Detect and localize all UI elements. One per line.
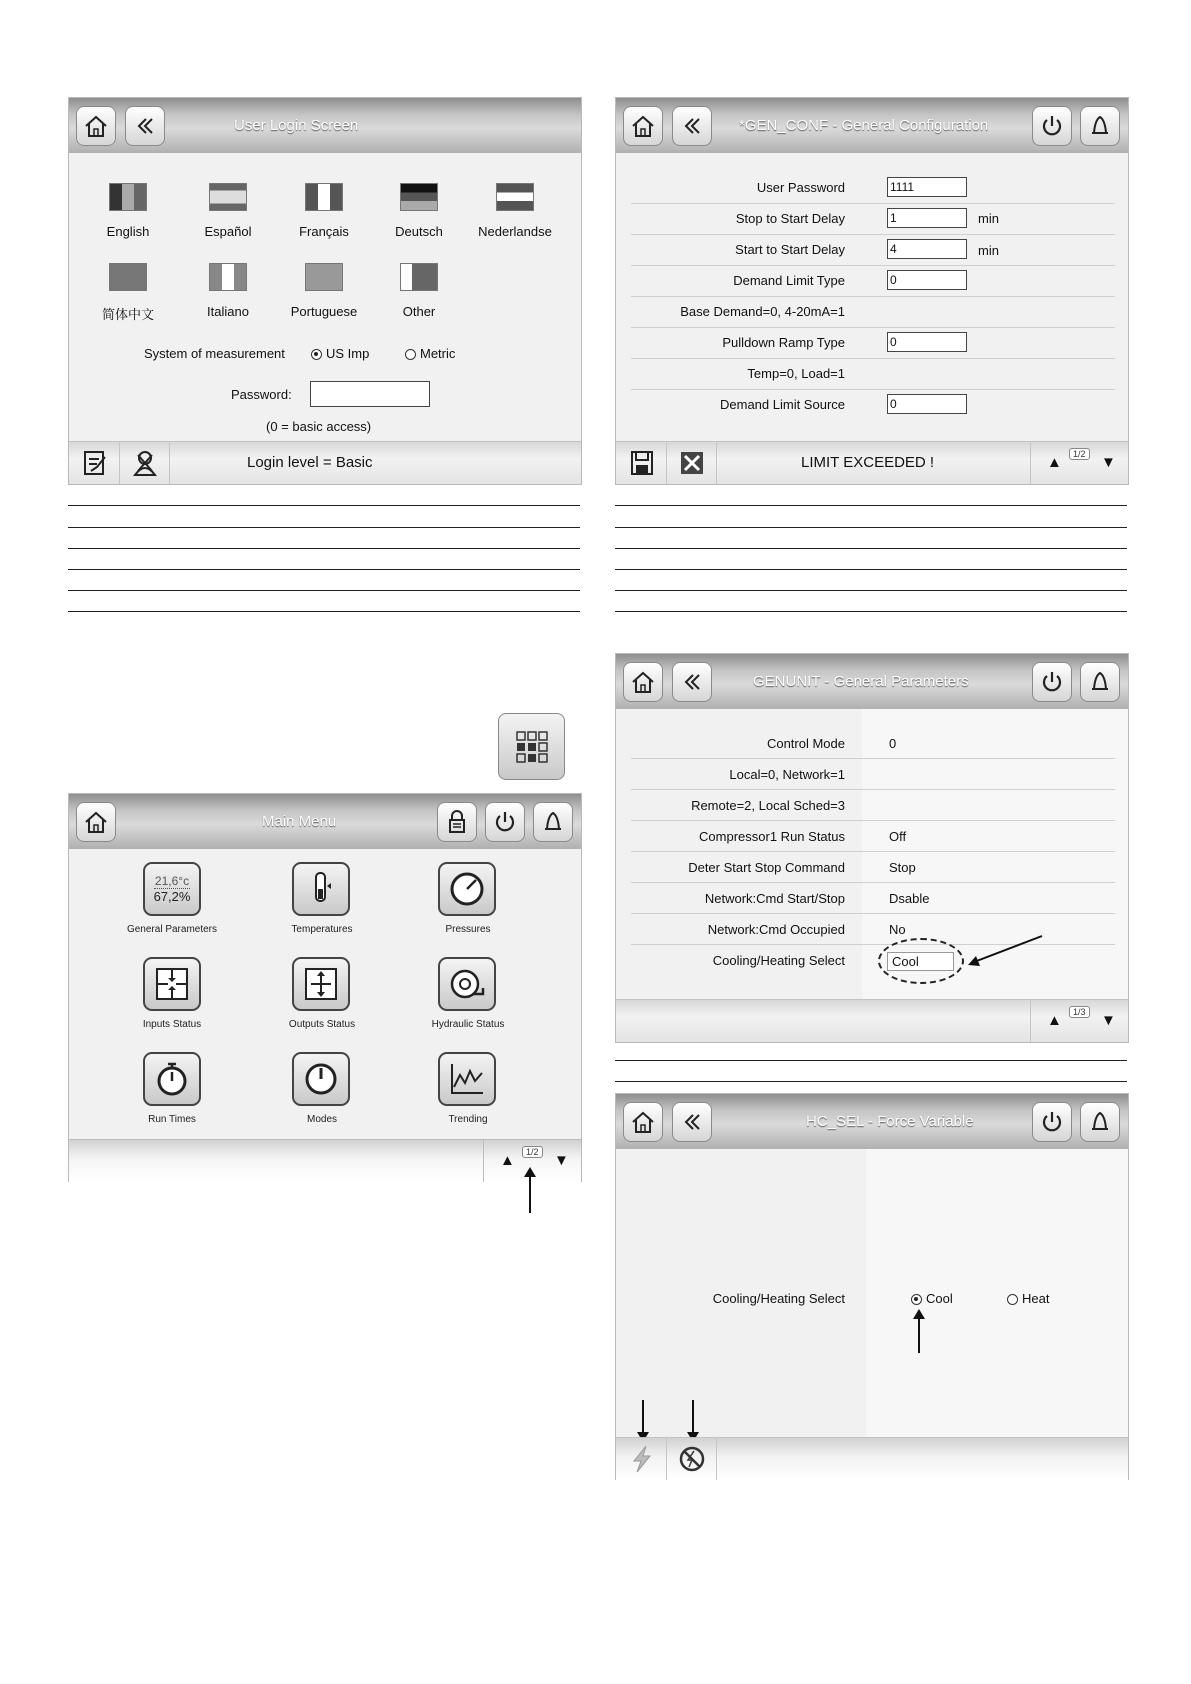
- general-parameters-label: General Parameters: [126, 924, 218, 935]
- save-button[interactable]: [618, 442, 667, 484]
- compressor1-run-status-value[interactable]: Off: [889, 829, 907, 844]
- cooling-heating-select-label: Cooling/Heating Select: [712, 953, 845, 968]
- trend-chart-icon: [447, 1059, 487, 1099]
- row-divider: [631, 265, 1115, 266]
- doc-rule: [615, 1081, 1127, 1082]
- doc-rule: [615, 590, 1127, 591]
- page-down-button[interactable]: ▼: [554, 1152, 569, 1169]
- cooling-heating-select-label: Cooling/Heating Select: [712, 1291, 845, 1306]
- title-bar: [616, 1094, 1128, 1149]
- bell-icon: [539, 808, 567, 836]
- flag-english-icon[interactable]: [109, 183, 147, 211]
- bell-icon: [1086, 1108, 1114, 1136]
- pager: [1030, 442, 1127, 484]
- temperatures-label: Temperatures: [291, 924, 353, 935]
- user-password-field[interactable]: 1111: [887, 177, 967, 197]
- doc-rule: [68, 527, 580, 528]
- hydraulic-status-button[interactable]: [438, 957, 496, 1011]
- language-nederlandse[interactable]: Nederlandse: [478, 224, 552, 239]
- radio-unselected-icon: [405, 349, 416, 360]
- flag-french-icon[interactable]: [305, 183, 343, 211]
- password-label: Password:: [231, 387, 292, 402]
- language-chinese[interactable]: 简体中文: [101, 307, 154, 322]
- modes-button[interactable]: [292, 1052, 350, 1106]
- row-divider: [631, 851, 1115, 852]
- cool-label: Cool: [926, 1291, 953, 1306]
- radio-unselected-icon: [1007, 1294, 1018, 1305]
- inputs-status-label: Inputs Status: [142, 1019, 202, 1030]
- doc-rule: [615, 569, 1127, 570]
- power-button[interactable]: [1032, 106, 1072, 146]
- alarm-button[interactable]: [1080, 662, 1120, 702]
- metric-option[interactable]: [405, 346, 455, 361]
- outputs-status-label: Outputs Status: [288, 1019, 356, 1030]
- title-bar: [616, 654, 1128, 709]
- page-number: 1/3: [1069, 1006, 1090, 1018]
- metric-label: Metric: [420, 346, 456, 361]
- back-icon: [678, 1108, 706, 1136]
- back-button[interactable]: [672, 106, 712, 146]
- run-times-label: Run Times: [148, 1114, 196, 1125]
- doc-rule: [615, 548, 1127, 549]
- modes-label: Modes: [306, 1114, 337, 1125]
- temperatures-button[interactable]: [292, 862, 350, 916]
- row-divider: [631, 327, 1115, 328]
- menu-grid-icon: [512, 727, 552, 767]
- demand-limit-source-label: Demand Limit Source: [720, 397, 845, 412]
- save-icon: [626, 447, 658, 479]
- home-button[interactable]: [623, 662, 663, 702]
- page-down-button[interactable]: ▼: [1101, 454, 1116, 471]
- row-divider: [631, 789, 1115, 790]
- flag-chinese-icon[interactable]: [109, 263, 147, 291]
- home-button[interactable]: [76, 802, 116, 842]
- doc-rule: [68, 590, 580, 591]
- bottom-bar: [616, 999, 1128, 1042]
- pulldown-ramp-type-label: Pulldown Ramp Type: [722, 335, 845, 350]
- doc-rule: [68, 505, 580, 506]
- page-up-button[interactable]: ▲: [1047, 1012, 1062, 1029]
- start-to-start-delay-unit: min: [978, 243, 999, 258]
- flag-other-icon[interactable]: [400, 263, 438, 291]
- row-divider: [631, 913, 1115, 914]
- bell-icon: [1086, 668, 1114, 696]
- row-divider: [631, 389, 1115, 390]
- login-level-status: Login level = Basic: [247, 454, 373, 471]
- page-number: 1/2: [1069, 448, 1090, 460]
- row-divider: [631, 882, 1115, 883]
- doc-rule: [615, 505, 1127, 506]
- base-demand-label: Base Demand=0, 4-20mA=1: [680, 304, 845, 319]
- demand-limit-source-field[interactable]: 0: [887, 394, 967, 414]
- login-button[interactable]: [71, 442, 120, 484]
- callout-arrow: [909, 1307, 929, 1355]
- home-icon: [629, 112, 657, 140]
- flag-italian-icon[interactable]: [209, 263, 247, 291]
- inputs-status-button[interactable]: [143, 957, 201, 1011]
- lock-icon: [443, 808, 471, 836]
- doc-rule: [615, 527, 1127, 528]
- radio-selected-icon: [911, 1294, 922, 1305]
- network-cmd-occupied-value[interactable]: No: [889, 922, 906, 937]
- power-icon: [1038, 1108, 1066, 1136]
- heat-label: Heat: [1022, 1291, 1050, 1306]
- limit-exceeded-status: LIMIT EXCEEDED !: [801, 454, 935, 471]
- gen-conf-panel: [615, 97, 1129, 485]
- row-divider: [631, 203, 1115, 204]
- doc-rule: [615, 1060, 1127, 1061]
- control-mode-value[interactable]: 0: [889, 736, 897, 751]
- remote-local-sched-label: Remote=2, Local Sched=3: [691, 798, 845, 813]
- stopwatch-icon: [152, 1059, 192, 1099]
- flag-spanish-icon[interactable]: [209, 183, 247, 211]
- bell-icon: [1086, 112, 1114, 140]
- alarm-button[interactable]: [1080, 106, 1120, 146]
- pump-icon: [447, 964, 487, 1004]
- language-deutsch[interactable]: Deutsch: [395, 224, 443, 239]
- value-column-shade: [866, 1149, 1128, 1439]
- flag-dutch-icon[interactable]: [496, 183, 534, 211]
- compressor1-run-status-label: Compressor1 Run Status: [699, 829, 845, 844]
- doc-rule: [615, 611, 1127, 612]
- radio-selected-icon: [311, 349, 322, 360]
- thermometer-icon: [301, 869, 341, 909]
- home-icon: [82, 808, 110, 836]
- user-login-panel: [68, 97, 582, 485]
- home-icon: [82, 112, 110, 140]
- power-icon: [1038, 112, 1066, 140]
- start-to-start-delay-label: Start to Start Delay: [735, 242, 845, 257]
- general-parameters-button[interactable]: [143, 862, 201, 916]
- local-network-label: Local=0, Network=1: [729, 767, 845, 782]
- demand-limit-type-label: Demand Limit Type: [733, 273, 845, 288]
- pressure-gauge-icon: [447, 869, 487, 909]
- cancel-icon: [676, 447, 708, 479]
- alarm-button[interactable]: [533, 802, 573, 842]
- cooling-heating-select-value[interactable]: Cool: [887, 952, 954, 971]
- title-bar: [69, 98, 581, 153]
- modes-dial-icon: [301, 1059, 341, 1099]
- language-english[interactable]: English: [106, 224, 150, 239]
- page-number: 1/2: [522, 1146, 543, 1158]
- page-title: GENUNIT - General Parameters: [753, 673, 969, 690]
- power-button[interactable]: [485, 802, 525, 842]
- network-cmd-occupied-label: Network:Cmd Occupied: [707, 922, 845, 937]
- back-button[interactable]: [672, 1102, 712, 1142]
- callout-arrow: [964, 934, 1044, 974]
- language-other[interactable]: Other: [402, 304, 436, 319]
- main-menu-panel: [68, 793, 582, 1182]
- back-icon: [678, 668, 706, 696]
- start-to-start-delay-field[interactable]: 4: [887, 239, 967, 259]
- main-menu-shortcut-button[interactable]: [498, 713, 565, 780]
- language-espanol[interactable]: Español: [204, 224, 252, 239]
- language-francais[interactable]: Français: [299, 224, 349, 239]
- hc-sel-panel: [615, 1093, 1129, 1480]
- bottom-bar: [69, 1139, 581, 1182]
- home-button[interactable]: [623, 1102, 663, 1142]
- home-icon: [629, 1108, 657, 1136]
- password-input[interactable]: [310, 381, 430, 407]
- pressures-label: Pressures: [445, 924, 491, 935]
- temperature-readout: 21,6°c: [154, 874, 190, 888]
- power-button[interactable]: [1032, 662, 1072, 702]
- back-button[interactable]: [672, 662, 712, 702]
- logout-user-icon: [129, 447, 161, 479]
- back-button[interactable]: [125, 106, 165, 146]
- pulldown-ramp-type-field[interactable]: 0: [887, 332, 967, 352]
- network-cmd-start-stop-value[interactable]: Dsable: [889, 891, 930, 906]
- callout-arrow: [520, 1165, 540, 1215]
- control-mode-label: Control Mode: [766, 736, 845, 751]
- logout-button[interactable]: [121, 442, 170, 484]
- network-cmd-start-stop-label: Network:Cmd Start/Stop: [704, 891, 845, 906]
- page-title: *GEN_CONF - General Configuration: [739, 117, 989, 134]
- login-clipboard-icon: [79, 447, 111, 479]
- user-password-label: User Password: [756, 180, 845, 195]
- outputs-arrows-icon: [301, 964, 341, 1004]
- page-title: User Login Screen: [234, 117, 359, 134]
- trending-button[interactable]: [438, 1052, 496, 1106]
- back-icon: [131, 112, 159, 140]
- inputs-arrows-icon: [152, 964, 192, 1004]
- page-up-button[interactable]: ▲: [1047, 454, 1062, 471]
- measurement-label: System of measurement: [144, 346, 285, 361]
- lightning-icon: [626, 1443, 658, 1475]
- power-button[interactable]: [1032, 1102, 1072, 1142]
- page-up-button[interactable]: ▲: [500, 1152, 515, 1169]
- page-title: Main Menu: [262, 813, 337, 830]
- pager: [1030, 1000, 1127, 1042]
- force-button[interactable]: [618, 1438, 667, 1480]
- power-icon: [1038, 668, 1066, 696]
- us-imp-label: US Imp: [326, 346, 370, 361]
- alarm-button[interactable]: [1080, 1102, 1120, 1142]
- back-icon: [678, 112, 706, 140]
- bottom-bar: [616, 441, 1128, 484]
- demand-limit-type-field[interactable]: 0: [887, 270, 967, 290]
- humidity-readout: 67,2%: [153, 889, 191, 904]
- doc-rule: [68, 611, 580, 612]
- flag-portuguese-icon[interactable]: [305, 263, 343, 291]
- title-bar: [616, 98, 1128, 153]
- doc-rule: [68, 569, 580, 570]
- heat-option[interactable]: [1007, 1291, 1049, 1306]
- login-lock-button[interactable]: [437, 802, 477, 842]
- remove-force-button[interactable]: [668, 1438, 717, 1480]
- cool-option[interactable]: [911, 1291, 953, 1306]
- genunit-panel: [615, 653, 1129, 1043]
- flag-german-icon[interactable]: [400, 183, 438, 211]
- us-imp-option[interactable]: [311, 346, 369, 361]
- cancel-button[interactable]: [668, 442, 717, 484]
- run-times-button[interactable]: [143, 1052, 201, 1106]
- password-hint: (0 = basic access): [266, 419, 372, 434]
- stop-to-start-delay-unit: min: [978, 211, 999, 226]
- row-divider: [631, 296, 1115, 297]
- row-divider: [631, 358, 1115, 359]
- deter-start-stop-value[interactable]: Stop: [889, 860, 916, 875]
- title-bar: [69, 794, 581, 849]
- language-portuguese[interactable]: Portuguese: [290, 304, 358, 319]
- power-icon: [491, 808, 519, 836]
- deter-start-stop-label: Deter Start Stop Command: [688, 860, 845, 875]
- doc-rule: [68, 548, 580, 549]
- home-button[interactable]: [76, 106, 116, 146]
- page-title: HC_SEL - Force Variable: [806, 1113, 974, 1130]
- row-divider: [631, 758, 1115, 759]
- home-icon: [629, 668, 657, 696]
- stop-to-start-delay-field[interactable]: 1: [887, 208, 967, 228]
- bottom-bar: [616, 1437, 1128, 1480]
- pressures-button[interactable]: [438, 862, 496, 916]
- stop-to-start-delay-label: Stop to Start Delay: [735, 211, 845, 226]
- temp-load-label: Temp=0, Load=1: [747, 366, 845, 381]
- home-button[interactable]: [623, 106, 663, 146]
- row-divider: [631, 820, 1115, 821]
- no-force-icon: [676, 1443, 708, 1475]
- hydraulic-status-label: Hydraulic Status: [431, 1019, 505, 1030]
- bottom-bar: [69, 441, 581, 484]
- page-down-button[interactable]: ▼: [1101, 1012, 1116, 1029]
- outputs-status-button[interactable]: [292, 957, 350, 1011]
- row-divider: [631, 234, 1115, 235]
- trending-label: Trending: [448, 1114, 488, 1125]
- language-italiano[interactable]: Italiano: [207, 304, 249, 319]
